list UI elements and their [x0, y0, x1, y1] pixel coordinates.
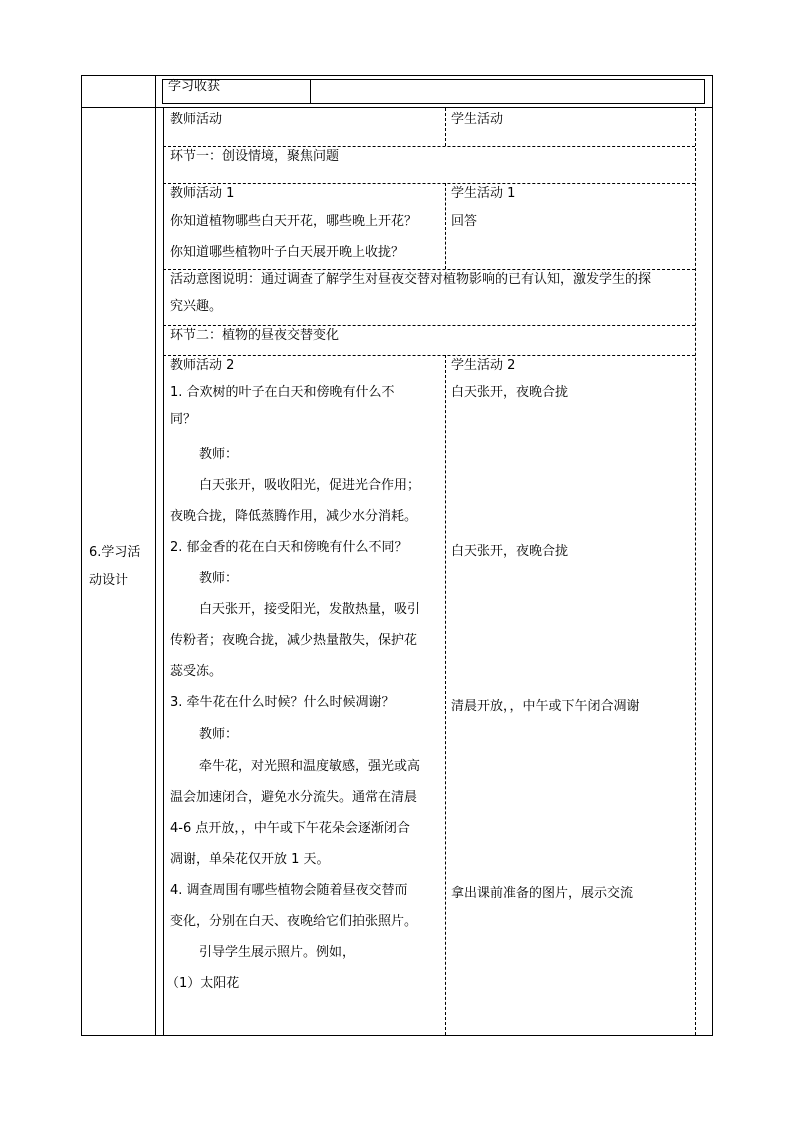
table-bottom-border	[81, 1035, 713, 1036]
stage2-teacher-line: 变化，分别在白天、夜晚给它们拍张照片。	[170, 914, 418, 929]
harvest-label: 学习收获	[168, 79, 221, 94]
stage1-student-label: 学生活动 1	[451, 186, 516, 201]
stage2-teacher-line: 同？	[170, 412, 197, 427]
stage2-teacher-line: 夜晚合拢，降低蒸腾作用，减少水分消耗。	[170, 509, 418, 524]
stage2-teacher-line: （1）太阳花	[166, 976, 240, 991]
stage2-teacher-line: 2. 郁金香的花在白天和傍晚有什么不同？	[170, 540, 408, 555]
label-column-divider	[155, 75, 156, 1035]
stage2-teacher-line: 教师：	[199, 571, 239, 586]
row-divider-3	[163, 269, 695, 270]
harvest-box-bottom	[162, 103, 705, 104]
inner-table-left	[163, 108, 164, 1035]
stage2-teacher-line: 3. 牵牛花在什么时候？什么时候凋谢？	[170, 695, 395, 710]
stage2-teacher-line: 凋谢，单朵花仅开放 1 天。	[170, 852, 330, 867]
row-divider-2	[163, 183, 695, 184]
harvest-box-top	[162, 79, 705, 80]
stage2-teacher-line: 引导学生展示照片。例如，	[199, 945, 356, 960]
stage2-teacher-line: 蕊受冻。	[170, 664, 223, 679]
stage2-student-answer: 白天张开，夜晚合拢	[451, 544, 569, 559]
stage1-teacher-line: 你知道哪些植物叶子白天展开晚上收拢？	[170, 245, 405, 260]
row-divider-1	[163, 146, 695, 147]
column-divider-c	[445, 355, 446, 1035]
column-divider-b	[445, 183, 446, 269]
inner-table-right	[695, 108, 696, 1035]
harvest-box-mid	[310, 79, 311, 103]
stage2-student-answer: 清晨开放，，中午或下午闭合凋谢	[451, 699, 640, 714]
stage2-teacher-line: 牵牛花，对光照和温度敏感，强光或高	[199, 759, 421, 774]
stage2-teacher-label: 教师活动 2	[170, 358, 235, 373]
top-section-divider	[81, 107, 713, 108]
stage1-teacher-line: 你知道植物哪些白天开花，哪些晚上开花？	[170, 214, 418, 229]
stage2-teacher-line: 教师：	[199, 447, 239, 462]
column-divider-a	[445, 108, 446, 146]
stage1-title: 环节一：创设情境，聚焦问题	[170, 149, 340, 164]
stage2-title: 环节二：植物的昼夜交替变化	[170, 328, 340, 343]
header-student: 学生活动	[451, 112, 504, 127]
section-label-line1: 6.学习活	[89, 545, 141, 560]
stage2-student-answer: 白天张开，夜晚合拢	[451, 385, 569, 400]
row-divider-4	[163, 325, 695, 326]
table-top-border	[81, 75, 713, 76]
stage2-teacher-line: 教师：	[199, 727, 239, 742]
stage2-teacher-line: 白天张开，吸收阳光，促进光合作用；	[199, 478, 421, 493]
stage2-teacher-line: 白天张开，接受阳光，发散热量，吸引	[199, 602, 421, 617]
stage2-teacher-line: 1. 合欢树的叶子在白天和傍晚有什么不	[170, 385, 395, 400]
stage1-intent-line1: 活动意图说明：通过调查了解学生对昼夜交替对植物影响的已有认知，激发学生的探	[170, 272, 652, 287]
stage1-teacher-label: 教师活动 1	[170, 186, 235, 201]
table-left-border	[81, 75, 82, 1035]
harvest-box-left	[162, 79, 163, 103]
row-divider-5	[163, 355, 695, 356]
stage2-teacher-line: 传粉者；夜晚合拢，减少热量散失，保护花	[170, 633, 418, 648]
stage2-teacher-line: 4. 调查周围有哪些植物会随着昼夜交替而	[170, 883, 408, 898]
stage2-teacher-line: 温会加速闭合，避免水分流失。通常在清晨	[170, 790, 418, 805]
stage2-student-answer: 拿出课前准备的图片，展示交流	[451, 886, 634, 901]
header-teacher: 教师活动	[170, 112, 223, 127]
harvest-box-right	[704, 79, 705, 103]
stage1-intent-line2: 究兴趣。	[170, 299, 223, 314]
table-right-border	[712, 75, 713, 1035]
section-label-line2: 动设计	[89, 573, 129, 588]
stage1-student-answer: 回答	[451, 214, 478, 229]
stage2-student-label: 学生活动 2	[451, 358, 516, 373]
stage2-teacher-line: 4-6 点开放，，中午或下午花朵会逐渐闭合	[170, 821, 410, 836]
